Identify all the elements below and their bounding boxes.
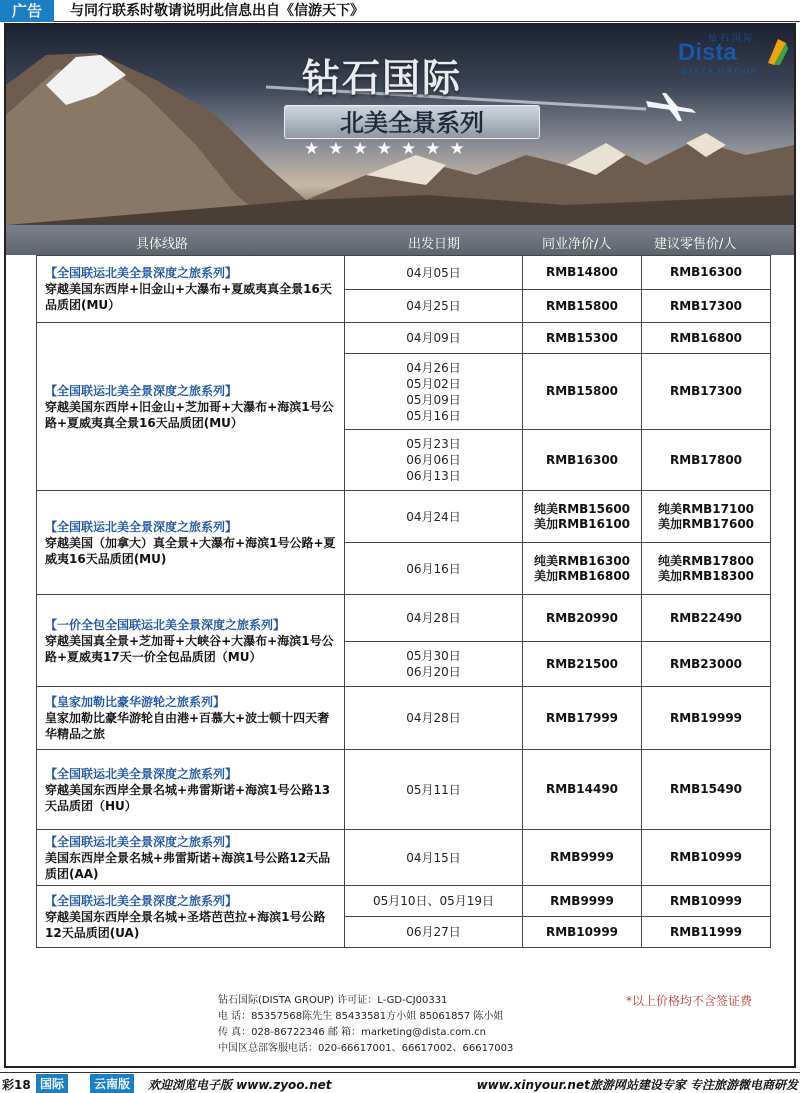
retail-price [642, 595, 771, 642]
section-tag: 国际 [36, 1074, 68, 1093]
departure-date [345, 491, 523, 543]
departure-date-line: 04月24日 [406, 509, 461, 524]
route-cell [37, 830, 345, 886]
route-series: 【全国联运北美全景深度之旅系列】 [45, 519, 238, 534]
route-series: 【全国联运北美全景深度之旅系列】 [45, 834, 238, 849]
route-cell [37, 323, 345, 491]
dista-logo [674, 31, 790, 83]
departure-date [345, 886, 523, 917]
route-cell [37, 687, 345, 750]
net-price-line: RMB14800 [545, 265, 619, 279]
retail-price-line: RMB17800 [669, 452, 743, 467]
net-price-line: RMB20990 [545, 610, 619, 625]
net-price [523, 354, 642, 430]
net-price-line: RMB15800 [545, 384, 619, 398]
net-price-line: 美加RMB16800 [533, 568, 631, 583]
retail-price [642, 917, 771, 948]
series-title: 北美全景系列 [340, 109, 484, 137]
route-description: 穿越美国真全景+芝加哥+大峡谷+大瀑布+海滨1号公路+夏威夷17天一价全包品质团（MU） [45, 633, 334, 664]
retail-price-line: 美加RMB18300 [657, 568, 755, 583]
bottom-bar [0, 1072, 800, 1093]
retail-price [642, 543, 771, 595]
table-row [37, 830, 771, 886]
net-price [523, 543, 642, 595]
net-price [523, 256, 642, 290]
retail-price [642, 886, 771, 917]
table-row [37, 256, 771, 290]
departure-date [345, 256, 523, 290]
retail-price-line: RMB16800 [669, 330, 743, 345]
departure-date [345, 642, 523, 687]
page-number: 彩18 [2, 1078, 31, 1092]
departure-date-line: 04月28日 [406, 711, 461, 725]
net-price [523, 323, 642, 354]
net-price-line: RMB17999 [545, 710, 619, 725]
net-price [523, 642, 642, 687]
star-rating: ★★★★★★★ [304, 139, 474, 159]
retail-price-line: 纯美RMB17100 [657, 501, 755, 516]
departure-date-line: 04月09日 [406, 331, 461, 345]
table-row [37, 687, 771, 750]
route-cell [37, 886, 345, 948]
net-price [523, 290, 642, 323]
table-row [37, 323, 771, 354]
welcome-text: 欢迎浏览电子版 www.zyoo.net [148, 1078, 332, 1092]
retail-price [642, 323, 771, 354]
logo-mark-icon [764, 37, 788, 67]
col-route: 具体线路 [136, 237, 189, 252]
retail-price [642, 256, 771, 290]
departure-date [345, 323, 523, 354]
col-date: 出发日期 [408, 237, 461, 252]
retail-price [642, 830, 771, 886]
retail-price-line: RMB11999 [669, 924, 743, 939]
promo-text: www.xinyour.net旅游网站建设专家 专注旅游微电商研发 [476, 1078, 798, 1092]
departure-date-line: 05月16日 [406, 408, 461, 423]
departure-date-line: 05月30日 [406, 649, 461, 663]
departure-date-line: 04月05日 [406, 265, 461, 280]
retail-price-line: RMB17300 [669, 298, 743, 313]
departure-date-line: 05月10日、05月19日 [372, 894, 495, 908]
license-line: 钻石国际(DISTA GROUP) 许可证：L-GD-CJ00331 [218, 995, 448, 1006]
brand-title: 钻石国际 [302, 56, 463, 100]
route-description: 穿越美国东西岸全景名城+圣塔芭芭拉+海滨1号公路12天品质团(UA) [45, 909, 326, 940]
departure-date-line: 05月02日 [406, 376, 461, 391]
departure-date-line: 04月25日 [406, 299, 461, 313]
departure-date-line: 05月09日 [406, 392, 461, 407]
departure-date-line: 05月11日 [406, 782, 461, 797]
departure-date [345, 354, 523, 430]
departure-date [345, 543, 523, 595]
retail-price [642, 430, 771, 491]
net-price [523, 917, 642, 948]
route-description: 穿越美国（加拿大）真全景+大瀑布+海滨1号公路+夏威夷16天品质团(MU) [45, 535, 336, 566]
route-cell [37, 595, 345, 687]
net-price-line: RMB15300 [545, 330, 619, 345]
net-price-line: RMB14490 [545, 782, 619, 796]
retail-price [642, 491, 771, 543]
net-price-line: RMB10999 [545, 924, 619, 939]
source-note: 与同行联系时敬请说明此信息出自《信游天下》 [70, 3, 364, 19]
departure-date-line: 05月23日 [406, 437, 461, 451]
departure-date [345, 917, 523, 948]
route-description: 穿越美国东西岸+旧金山+大瀑布+夏威夷真全景16天品质团(MU） [45, 282, 332, 312]
routes-table [36, 255, 771, 948]
route-series: 【全国联运北美全景深度之旅系列】 [45, 266, 238, 280]
departure-date-line: 04月26日 [406, 360, 461, 375]
visa-notice: *以上价格均不含签证费 [626, 994, 753, 1008]
retail-price-line: RMB15490 [669, 782, 743, 796]
col-net: 同业净价/人 [542, 237, 612, 252]
retail-price-line: RMB16300 [669, 265, 743, 279]
net-price-line: RMB16300 [545, 452, 619, 467]
logo-cn-text: 钻石国际 [708, 34, 757, 44]
net-price [523, 830, 642, 886]
net-price [523, 750, 642, 830]
phone-line: 电 话：85357568陈先生 85433581方小姐 85061857 陈小姐 [218, 1011, 504, 1022]
retail-price [642, 354, 771, 430]
net-price-line: RMB21500 [545, 656, 619, 671]
logo-sub-text: DISTA GROUP [682, 67, 759, 76]
route-series: 【全国联运北美全景深度之旅系列】 [45, 893, 238, 908]
retail-price-line: RMB10999 [669, 850, 743, 864]
route-description: 皇家加勒比豪华游轮自由港+百慕大+波士顿十四天奢华精品之旅 [45, 711, 330, 741]
ad-frame [4, 23, 796, 1068]
route-description: 穿越美国东西岸+旧金山+芝加哥+大瀑布+海滨1号公路+夏威夷真全景16天品质团(MU） [45, 399, 334, 430]
net-price-line: 美加RMB16100 [533, 516, 631, 531]
retail-price-line: RMB22490 [669, 610, 743, 625]
departure-date-line: 06月16日 [406, 561, 461, 576]
series-banner [284, 105, 540, 139]
fax-email-line: 传 真：028-86722346 邮 箱：marketing@dista.com.cn [218, 1027, 487, 1038]
footer-contact [218, 993, 778, 1057]
departure-date [345, 290, 523, 323]
route-description: 穿越美国东西岸全景名城+弗雷斯诺+海滨1号公路13天品质团（HU） [45, 782, 331, 813]
departure-date [345, 687, 523, 750]
banner [6, 25, 794, 225]
logo-en-text: Dista [678, 39, 737, 66]
departure-date [345, 830, 523, 886]
departure-date-line: 06月20日 [406, 665, 461, 679]
route-cell [37, 750, 345, 830]
departure-date [345, 430, 523, 491]
net-price-line: RMB9999 [550, 893, 614, 908]
net-price [523, 430, 642, 491]
departure-date [345, 750, 523, 830]
table-row [37, 750, 771, 830]
edition-tag: 云南版 [90, 1074, 134, 1093]
retail-price-line: RMB23000 [669, 656, 743, 671]
table-row [37, 491, 771, 543]
table-row [37, 595, 771, 642]
departure-date-line: 04月15日 [406, 850, 461, 865]
net-price-line: RMB9999 [550, 850, 614, 864]
route-series: 【全国联运北美全景深度之旅系列】 [45, 383, 238, 398]
net-price [523, 687, 642, 750]
retail-price [642, 642, 771, 687]
route-cell [37, 491, 345, 595]
net-price [523, 595, 642, 642]
retail-price [642, 750, 771, 830]
departure-date-line: 06月06日 [406, 453, 461, 467]
retail-price [642, 687, 771, 750]
net-price-line: 纯美RMB15600 [533, 501, 631, 516]
departure-date-line: 06月13日 [406, 469, 461, 483]
top-bar [0, 0, 800, 22]
route-series: 【一价全包全国联运北美全景深度之旅系列】 [45, 617, 286, 632]
route-series: 【皇家加勒比豪华游轮之旅系列】 [45, 695, 226, 709]
retail-price-line: RMB10999 [669, 893, 743, 908]
hq-line: 中国区总部客服电话：020-66617001、66617002、66617003 [218, 1043, 514, 1054]
departure-date [345, 595, 523, 642]
ad-label: 广告 [0, 0, 54, 22]
retail-price-line: RMB17300 [669, 384, 743, 398]
route-cell [37, 256, 345, 323]
route-description: 美国东西岸全景名城+弗雷斯诺+海滨1号公路12天品质团(AA) [45, 850, 331, 881]
table-header [6, 225, 794, 255]
retail-price [642, 290, 771, 323]
col-retail: 建议零售价/人 [654, 237, 737, 252]
net-price-line: RMB15800 [545, 298, 619, 313]
route-series: 【全国联运北美全景深度之旅系列】 [45, 766, 238, 781]
net-price [523, 886, 642, 917]
retail-price-line: 美加RMB17600 [657, 516, 755, 531]
retail-price-line: 纯美RMB17800 [657, 553, 755, 568]
table-row [37, 886, 771, 917]
departure-date-line: 06月27日 [406, 925, 461, 939]
net-price-line: 纯美RMB16300 [533, 553, 631, 568]
retail-price-line: RMB19999 [669, 710, 743, 725]
net-price [523, 491, 642, 543]
departure-date-line: 04月28日 [406, 611, 461, 625]
